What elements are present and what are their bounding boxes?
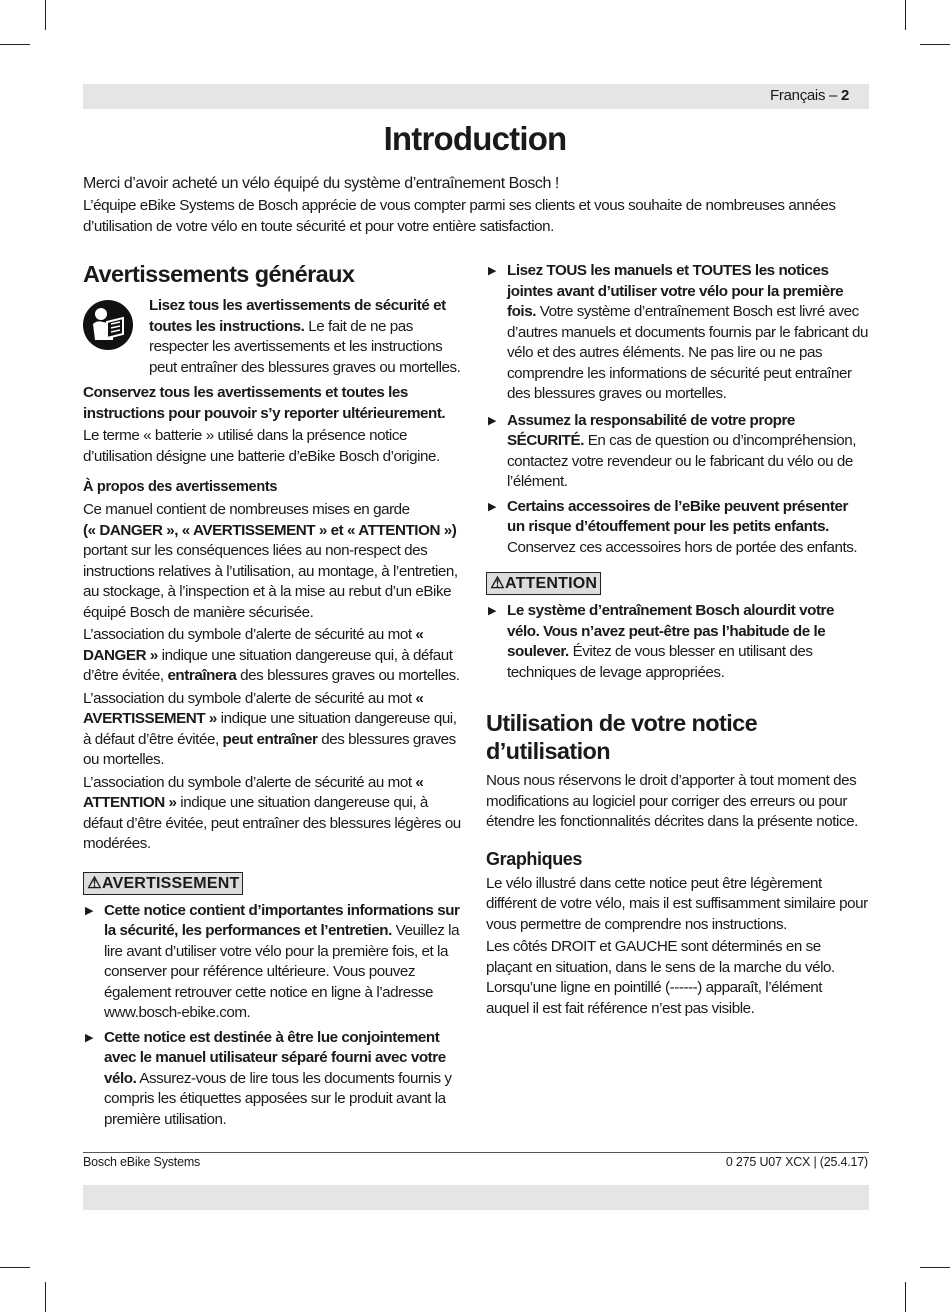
crop-mark (45, 1282, 46, 1312)
usage-heading: Utilisation de votre notice d’utilisation (486, 710, 758, 764)
footer-company: Bosch eBike Systems (83, 1155, 201, 1169)
warning-definition: L’association du symbole d’alerte de sécurité au mot « AVERTISSEMENT » indique une situation dangereuse qui, à défaut d’être évitée, peut entraîner des blessures graves ou mortelles. (83, 689, 457, 768)
crop-mark (0, 44, 30, 45)
bullet-arrow-icon: ▶ (488, 265, 497, 277)
intro-line-1: Merci d’avoir acheté un vélo équipé du système d’entraînement Bosch ! (83, 175, 559, 192)
about-text: Ce manuel contient de nombreuses mises en garde (« DANGER », « AVERTISSEMENT » et « ATTENTION ») portant sur les conséquences liées au non-respect des instructions relatives à l’utilisation, au montage, à l’entretien, au stockage, à l’inspection et à la mise au rebut d’un eBike équipé Bosch de manière sécurisée. (83, 501, 458, 621)
warning-bullet-1: ▶ Cette notice contient d’importantes informations sur la sécurité, les performances et l’entretien. Veuillez la lire avant d’utiliser votre vélo pour la première fois, et la conserver pour référence ultérieure. Vous pouvez également retrouver cette notice en ligne à l’adresse www.bosch-ebike.com. (85, 901, 460, 1021)
attention-signal: ⚠ATTENTION (486, 572, 868, 595)
left-column (83, 260, 465, 1130)
crop-mark (920, 44, 950, 45)
crop-mark (0, 1267, 30, 1268)
bullet-arrow-icon: ▶ (85, 1031, 94, 1044)
section-heading: Avertissements généraux (83, 261, 355, 287)
bullet-arrow-icon: ▶ (488, 605, 497, 617)
intro-line-2: L’équipe eBike Systems de Bosch apprécie de vous compter parmi ses clients et vous souhaite de nombreuses années d’utilisation de votre vélo en toute sécurité et pour votre entière satisfaction. (83, 197, 836, 235)
footer-rule (83, 1152, 869, 1153)
read-manual-icon (83, 300, 133, 350)
graphics-text-1: Le vélo illustré dans cette notice peut être légèrement différent de votre vélo, mais il est suffisamment similaire pour vous permettre de comprendre nos instructions. (486, 874, 868, 933)
battery-note: Le terme « batterie » utilisé dans la présence notice d’utilisation désigne une batterie d’eBike Bosch d’origine. (83, 427, 440, 465)
crop-mark (920, 1267, 950, 1268)
crop-mark (45, 0, 46, 30)
crop-mark (905, 1282, 906, 1312)
right-bullet-3: ▶ Certains accessoires de l’eBike peuvent présenter un risque d’étouffement pour les petits enfants. Conservez ces accessoires hors de portée des enfants. (488, 497, 858, 556)
right-column (486, 261, 868, 1019)
page-number: 2 (840, 87, 849, 104)
right-bullet-1: ▶ Lisez TOUS les manuels et TOUTES les notices jointes avant d’utiliser votre vélo pour la première fois. Votre système d’entraînement Bosch est livré avec d’autres manuels et documents fournis par le fabricant du vélo et des autres éléments. Ne pas lire ou ne pas comprendre les informations de sécurité peut entraîner des blessures graves ou mortelles. (488, 262, 869, 402)
footer-doc-id: 0 275 U07 XCX | (25.4.17) (725, 1155, 868, 1169)
keep-warnings: Conservez tous les avertissements et toutes les instructions pour pouvoir s’y reporter ultérieurement. (83, 384, 446, 422)
warning-bullet-2: ▶ Cette notice est destinée à être lue conjointement avec le manuel utilisateur séparé fourni avec votre vélo. Assurez-vous de lire tous les documents fournis y compris les étiquettes apposées sur le produit avant la première utilisation. (85, 1028, 452, 1128)
intro (83, 173, 869, 237)
header-bar (83, 84, 869, 109)
warning-triangle-icon: ⚠ (490, 575, 505, 592)
read-warnings: Lisez tous les avertissements de sécurité et toutes les instructions. Le fait de ne pas respecter les avertissements et les instructions peut entraîner des blessures graves ou mortelles. (149, 297, 461, 376)
warning-signal: ⚠AVERTISSEMENT (83, 872, 465, 895)
usage-text: Nous nous réservons le droit d’apporter à tout moment des modifications au logiciel pour corriger des erreurs ou pour étendre les fonctionnalités décrites dans la présente notice. (486, 772, 858, 830)
page-language: Français – 2 (770, 87, 849, 104)
warning-triangle-icon: ⚠ (87, 874, 102, 892)
bullet-arrow-icon: ▶ (488, 414, 497, 427)
right-bullet-4: ▶ Le système d’entraînement Bosch alourdit votre vélo. Vous n’avez peut-être pas l’habitude de le soulever. Évitez de vous blesser en utilisant des techniques de levage appropriées. (488, 602, 835, 681)
attention-definition: L’association du symbole d’alerte de sécurité au mot « ATTENTION » indique une situation dangereuse qui, à défaut d’être évitée, peut entraîner des blessures légères ou modérées. (83, 773, 461, 852)
graphics-heading: Graphiques (486, 848, 583, 869)
page-title: Introduction (383, 120, 567, 157)
danger-definition: L’association du symbole d’alerte de sécurité au mot « DANGER » indique une situation dangereuse qui, à défaut d’être évitée, entraînera des blessures graves ou mortelles. (83, 626, 460, 684)
footer-bar (83, 1185, 869, 1210)
right-bullet-2: ▶ Assumez la responsabilité de votre propre SÉCURITÉ. En cas de question ou d’incompréhension, contactez votre revendeur ou le fabricant du vélo ou de l’élément. (488, 411, 856, 490)
bullet-arrow-icon: ▶ (488, 500, 497, 513)
crop-mark (905, 0, 906, 30)
about-heading: À propos des avertissements (83, 479, 278, 495)
graphics-text-2: Les côtés DROIT et GAUCHE sont déterminés en se plaçant en situation, dans le sens de la marche du vélo. Lorsqu’une ligne en pointillé (------) apparaît, l’élément auquel il est fait référence n’est pas visible. (486, 938, 835, 1017)
bullet-arrow-icon: ▶ (85, 904, 94, 917)
